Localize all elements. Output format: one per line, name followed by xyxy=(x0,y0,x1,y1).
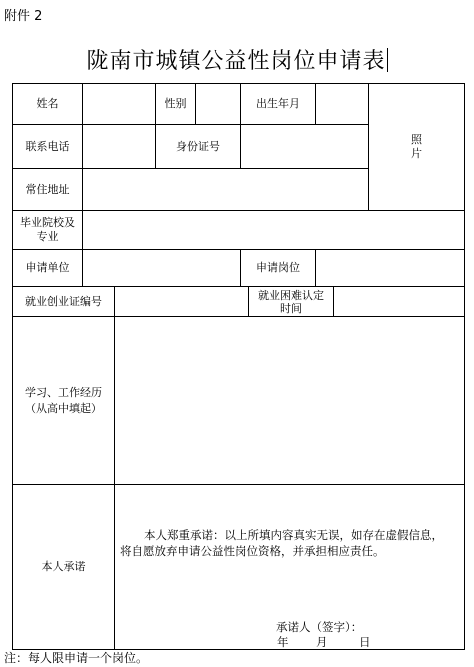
address-field[interactable] xyxy=(83,169,368,210)
attachment-label: 附件 2 xyxy=(4,9,43,24)
pledge-line-1: 本人郑重承诺：以上所填内容真实无误，如存在虚假信息， xyxy=(144,528,443,542)
border-right xyxy=(464,83,465,650)
gender-label: 性别 xyxy=(164,97,187,110)
history-label-line1: 学习、工作经历 xyxy=(25,385,102,399)
history-label xyxy=(13,317,114,484)
unit-field[interactable] xyxy=(83,250,240,286)
birth-field[interactable] xyxy=(316,84,368,124)
unit-label: 申请单位 xyxy=(25,261,70,274)
difficulty-field[interactable] xyxy=(334,287,464,316)
form-title xyxy=(0,44,474,75)
history-label-line2: （从高中填起） xyxy=(25,401,102,415)
photo-label-line1: 照 xyxy=(411,133,422,146)
id-label: 身份证号 xyxy=(176,139,220,153)
text-cursor xyxy=(387,48,388,72)
address-label: 常住地址 xyxy=(25,182,70,196)
date-day-label: 日 xyxy=(359,635,371,649)
phone-label: 联系电话 xyxy=(25,139,70,153)
date-year-label: 年 xyxy=(277,635,289,649)
footer-note: 注：每人限申请一个岗位。 xyxy=(4,651,149,665)
school-field[interactable] xyxy=(83,211,464,249)
cert-field[interactable] xyxy=(115,287,248,316)
signature-field[interactable] xyxy=(360,620,440,634)
cert-label: 就业创业证编号 xyxy=(25,294,102,308)
id-field[interactable] xyxy=(241,125,368,168)
difficulty-label-line1: 就业困难认定 xyxy=(258,288,324,302)
school-label-line2: 专业 xyxy=(36,230,59,243)
name-label: 姓名 xyxy=(36,97,59,110)
school-label xyxy=(13,211,82,249)
difficulty-label-line2: 时间 xyxy=(280,301,302,315)
pledge-label: 本人承诺 xyxy=(41,560,86,573)
pledge-line-2: 将自愿放弃申请公益性岗位资格，并承担相应责任。 xyxy=(120,544,385,558)
difficulty-label xyxy=(249,287,333,316)
form-title-text: 陇南市城镇公益性岗位申请表 xyxy=(86,49,386,74)
photo-label-line2: 片 xyxy=(411,147,422,160)
phone-field[interactable] xyxy=(83,125,155,168)
date-month-label: 月 xyxy=(316,635,328,649)
post-field[interactable] xyxy=(316,250,464,286)
signer-label: 承诺人（签字）： xyxy=(276,620,363,634)
birth-label: 出生年月 xyxy=(256,97,300,110)
name-field[interactable] xyxy=(83,84,155,124)
photo-cell[interactable] xyxy=(369,84,464,210)
history-field[interactable] xyxy=(115,317,464,484)
gender-field[interactable] xyxy=(196,84,240,124)
post-label: 申请岗位 xyxy=(256,261,300,274)
pledge-text xyxy=(120,527,464,559)
school-label-line1: 毕业院校及 xyxy=(20,216,75,229)
